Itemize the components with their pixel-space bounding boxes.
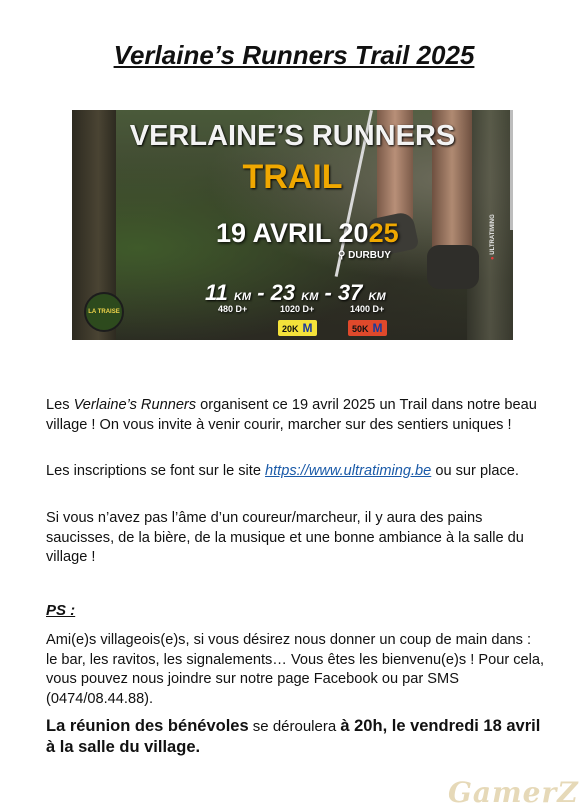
- gamerz-watermark: GamerZ: [448, 776, 579, 809]
- meeting-text-3: à 20h, le vendredi 18 avril à la salle du village.: [46, 717, 541, 756]
- poster-distances: [205, 280, 386, 306]
- intro-paragraph: [46, 396, 546, 435]
- registration-text-post: ou sur place.: [431, 463, 519, 479]
- distance-3: 37: [337, 280, 363, 305]
- distance-2: 23: [270, 280, 296, 305]
- intro-text-post: organisent ce 19 avril 2025 un Trail dans notre beau village ! On vous invite à venir courir, marcher sur des sentiers uniques !: [46, 397, 537, 433]
- badge-50k: [348, 320, 387, 336]
- badge-20k: [278, 320, 317, 336]
- distance-unit-1: KM: [233, 291, 252, 303]
- badge-50k-mark: M: [372, 321, 383, 335]
- ultratiming-link[interactable]: https://www.ultratiming.be: [265, 463, 432, 479]
- badge-20k-label: 20K: [282, 324, 299, 334]
- badge-20k-mark: M: [302, 321, 313, 335]
- elevation-3: 1400 D+: [350, 304, 385, 314]
- poster-date-year: 25: [368, 218, 399, 248]
- distance-1: 11: [205, 280, 228, 305]
- poster-location: ⚲ DURBUY: [338, 250, 391, 261]
- poster-date-main: 19 AVRIL 20: [216, 218, 369, 248]
- club-name: Verlaine’s Runners: [73, 397, 197, 413]
- ultratiming-label: ULTRATIMING: [490, 214, 496, 255]
- intro-text-pre: Les: [46, 397, 74, 413]
- poster-date: [216, 218, 399, 249]
- ultratiming-dot-icon: ●: [490, 256, 496, 260]
- elevation-2: 1020 D+: [280, 304, 315, 314]
- food-paragraph: Si vous n’avez pas l’âme d’un coureur/marcheur, il y aura des pains saucisses, de la bière, de la musique et une bonne ambiance à la salle du village !: [46, 510, 524, 565]
- event-poster-image: [72, 110, 513, 340]
- document-title: Verlaine’s Runners Trail 2025: [113, 40, 475, 70]
- distance-unit-2: KM: [301, 291, 319, 303]
- poster-subheading: TRAIL: [242, 158, 343, 196]
- volunteer-paragraph: Ami(e)s villageois(e)s, si vous désirez nous donner un coup de main dans : le bar, les ravitos, les signalements… Vous êtes les bienvenu(e)s ! Pour cela, vous pouvez nous joindre sur notre page Facebook ou par SMS (0474/08.44.88).: [46, 632, 545, 707]
- registration-paragraph: [46, 462, 546, 482]
- registration-text-pre: Les inscriptions se font sur le site: [46, 463, 266, 479]
- poster-heading: VERLAINE’S RUNNERS: [129, 120, 456, 152]
- ps-label: PS :: [46, 602, 76, 619]
- distance-unit-3: KM: [368, 291, 386, 303]
- meeting-paragraph: [46, 716, 546, 758]
- distance-sep-2: -: [318, 280, 338, 305]
- distance-sep-1: -: [251, 280, 271, 305]
- meeting-text-2: se déroulera: [248, 718, 341, 735]
- runner-shoe-right: [427, 245, 479, 289]
- ultratiming-logo: [490, 214, 496, 260]
- badge-50k-label: 50K: [352, 324, 369, 334]
- elevation-1: 480 D+: [218, 304, 248, 314]
- meeting-text-1: La réunion des bénévoles: [46, 717, 249, 735]
- club-logo: LA TRAISE: [84, 292, 124, 332]
